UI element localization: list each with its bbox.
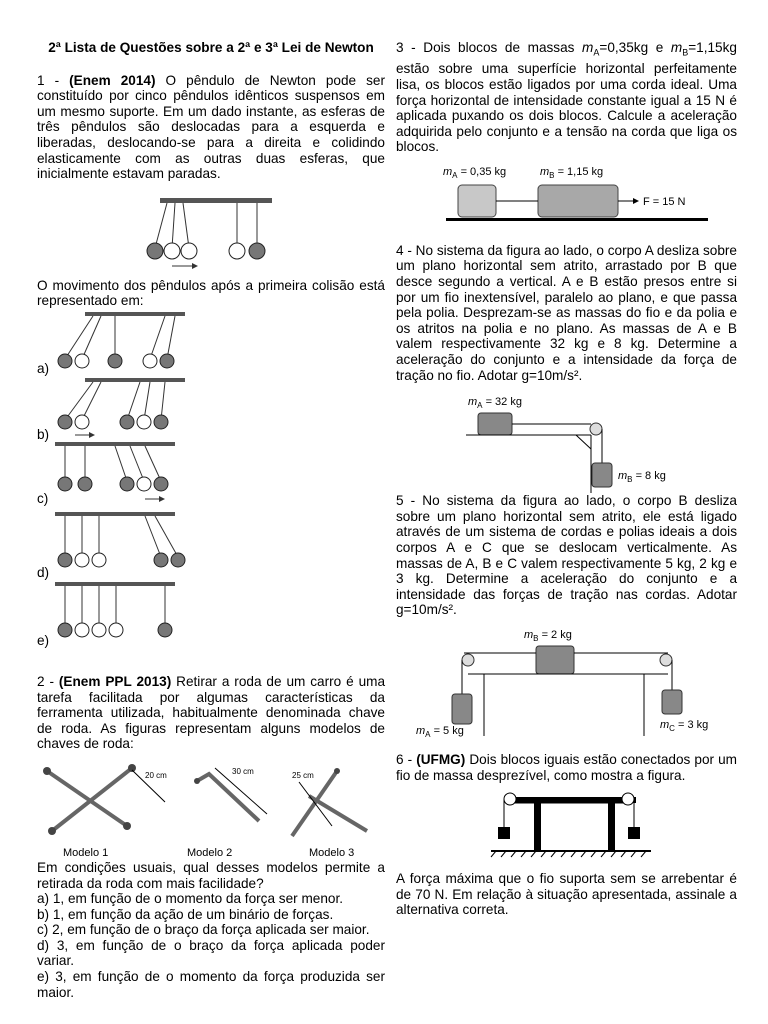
force-label: F = 15 N [643, 195, 686, 208]
question-2-prompt: Em condições usuais, qual desses modelos permite a retirada da roda com mais facilidade? [37, 859, 385, 891]
right-column [396, 40, 737, 918]
two-blocks-figure [396, 163, 737, 233]
question-4: 4 - No sistema da figura ao lado, o corpo A desliza sobre um plano horizontal sem atrito, arrastado por B que desce segundo a vertical. A e B estão presos entre si por um fio inextensível, paralelo ao plano, e que passa pela polia. Desprezam-se as massas do fio e da polia e os atritos na polia e no plano. As massas de A e B valem respectivamente 32 kg e 8 kg. Determine a aceleração do conjunto e a intensidade da força de tração no fio. Adotar g=10m/s². [396, 242, 737, 383]
option-c-label: c) [37, 490, 49, 506]
left-column [37, 40, 385, 1000]
svg-text:mA = 0,35 kg: $m_A = 0,35$ kg [443, 165, 507, 180]
model-1-label: Modelo 1 [63, 846, 109, 859]
svg-text:mA = 32 kg: $m_A = 32$ kg [468, 396, 522, 411]
block-b [538, 185, 618, 217]
question-1-prompt: O movimento dos pêndulos após a primeira colisão está representado em: [37, 277, 385, 309]
pulley-left [462, 654, 474, 666]
option-a-label: a) [37, 360, 50, 376]
option-e-diagram [55, 579, 215, 649]
svg-text:mC = 3 kg: $m_C = 3$ kg [660, 718, 709, 733]
option-c-diagram [55, 439, 215, 509]
answer-e: e) 3, em função de o momento da força produzida ser maior. [37, 969, 385, 1000]
svg-text:mB = 2 kg: $m_B = 2$ kg [524, 628, 572, 643]
block-b [592, 463, 612, 487]
question-1-source: (Enem 2014) [69, 72, 156, 88]
wheel-wrench-figure [37, 756, 385, 846]
option-b-label: b) [37, 426, 50, 442]
page-title: 2ª Lista de Questões sobre a 2ª e 3ª Lei de Newton [48, 40, 374, 55]
block-right [628, 827, 640, 839]
answer-d: d) 3, em função de o braço da força aplicada poder variar. [37, 937, 385, 969]
answer-c: c) 2, em função de o braço da força aplicada ser maior. [37, 922, 370, 938]
question-2-source: (Enem PPL 2013) [58, 673, 172, 689]
svg-text:mB = 1,15 kg: $m_B = 1,15$ kg [540, 165, 604, 180]
pulley-table-figure [396, 393, 737, 493]
block-left [498, 827, 510, 839]
question-5: 5 - No sistema da figura ao lado, o corpo B desliza sobre um plano horizontal sem atrito, ele está ligado através de um sistema de cordas e polias ideais a dois corpos A e C que se deslocam verticalmente. As massas de A, B e C valem respectivamente 5 kg, 2 kg e 3 kg. Determine a aceleração do conjunto e a intensidade das forças de tração nas cordas. Adotar g=10m/s². [396, 493, 737, 618]
answer-a: a) 1, em função de o momento da força ser menor. [37, 891, 344, 907]
question-6-text: Dois blocos iguais estão conectados por um fio de massa desprezível, como mostra a figura. [396, 751, 737, 783]
option-e-label: e) [37, 632, 50, 648]
option-d-label: d) [37, 564, 50, 580]
option-d-diagram [55, 509, 215, 579]
pulley [590, 423, 602, 435]
floor [446, 218, 708, 221]
block-a [478, 413, 512, 435]
question-1-text: O pêndulo de Newton pode ser constituído por cinco pêndulos idênticos suspensos em um mesmo suporte. Em um dado instante, as esferas de três pêndulos são deslocadas para a esquerda e liberadas, deslocando-se para a direita e colidindo elasticamente com as outras duas esferas, que inicialmente estavam paradas. [37, 72, 386, 182]
wrench-dim-2: 30 cm [232, 766, 254, 776]
option-a-diagram [55, 309, 215, 374]
answer-b: b) 1, em função da ação de um binário de forças. [37, 906, 334, 922]
question-6-source: (UFMG) [416, 751, 466, 767]
question-6 [396, 752, 737, 783]
newton-cradle-figure [37, 196, 385, 276]
model-2-label: Modelo 2 [187, 846, 233, 859]
wrench-model-1 [43, 764, 167, 835]
block-b [536, 646, 574, 674]
question-6-number: 6 - [396, 751, 417, 767]
wrench-dim-1: 20 cm [145, 770, 167, 780]
question-1 [37, 73, 385, 182]
three-blocks-figure [396, 626, 737, 746]
question-2 [37, 674, 385, 752]
question-2-number: 2 - [37, 673, 59, 689]
question-6-statement: A força máxima que o fio suporta sem se arrebentar é de 70 N. Em relação à situação apresentada, assinale a alternativa correta. [396, 871, 737, 918]
wrench-dim-3: 25 cm [292, 770, 314, 780]
block-a [458, 185, 496, 217]
wrench-model-labels [37, 846, 385, 860]
wrench-model-3 [292, 768, 367, 836]
question-3: 3 - Dois blocos de massas $m_A=0,35kg$ e $m_B=1,15kg$ estão sobre uma superfície horizontal perfeitamente lisa, os blocos estão ligados por uma corda ideal. Uma força horizontal de intensidade constante igual a 15 N é aplicada puxando os dois blocos. Calcule a aceleração adquirida pelo conjunto e a tensão na corda que liga os blocos. [396, 40, 737, 155]
question-1-number: 1 - [37, 72, 70, 88]
svg-text:mB = 8 kg: $m_B = 8$ kg [618, 470, 666, 485]
pulley-right [660, 654, 672, 666]
question-1-options [37, 309, 385, 669]
svg-text:mA = 5 kg: $m_A = 5$ kg [416, 724, 464, 739]
pulley-right [622, 793, 634, 805]
table-two-blocks-figure [396, 787, 737, 867]
wrench-model-2 [194, 767, 267, 821]
option-b-diagram [55, 375, 215, 440]
question-2-text: Retirar a roda de um carro é uma tarefa facilitada por algumas características da ferramenta utilizada, habitualmente denominada chave de roda. As figuras representam alguns modelos de chaves de roda: [37, 673, 386, 752]
block-a [452, 694, 472, 724]
model-3-label: Modelo 3 [309, 846, 355, 859]
block-c [662, 690, 682, 714]
pulley-left [504, 793, 516, 805]
